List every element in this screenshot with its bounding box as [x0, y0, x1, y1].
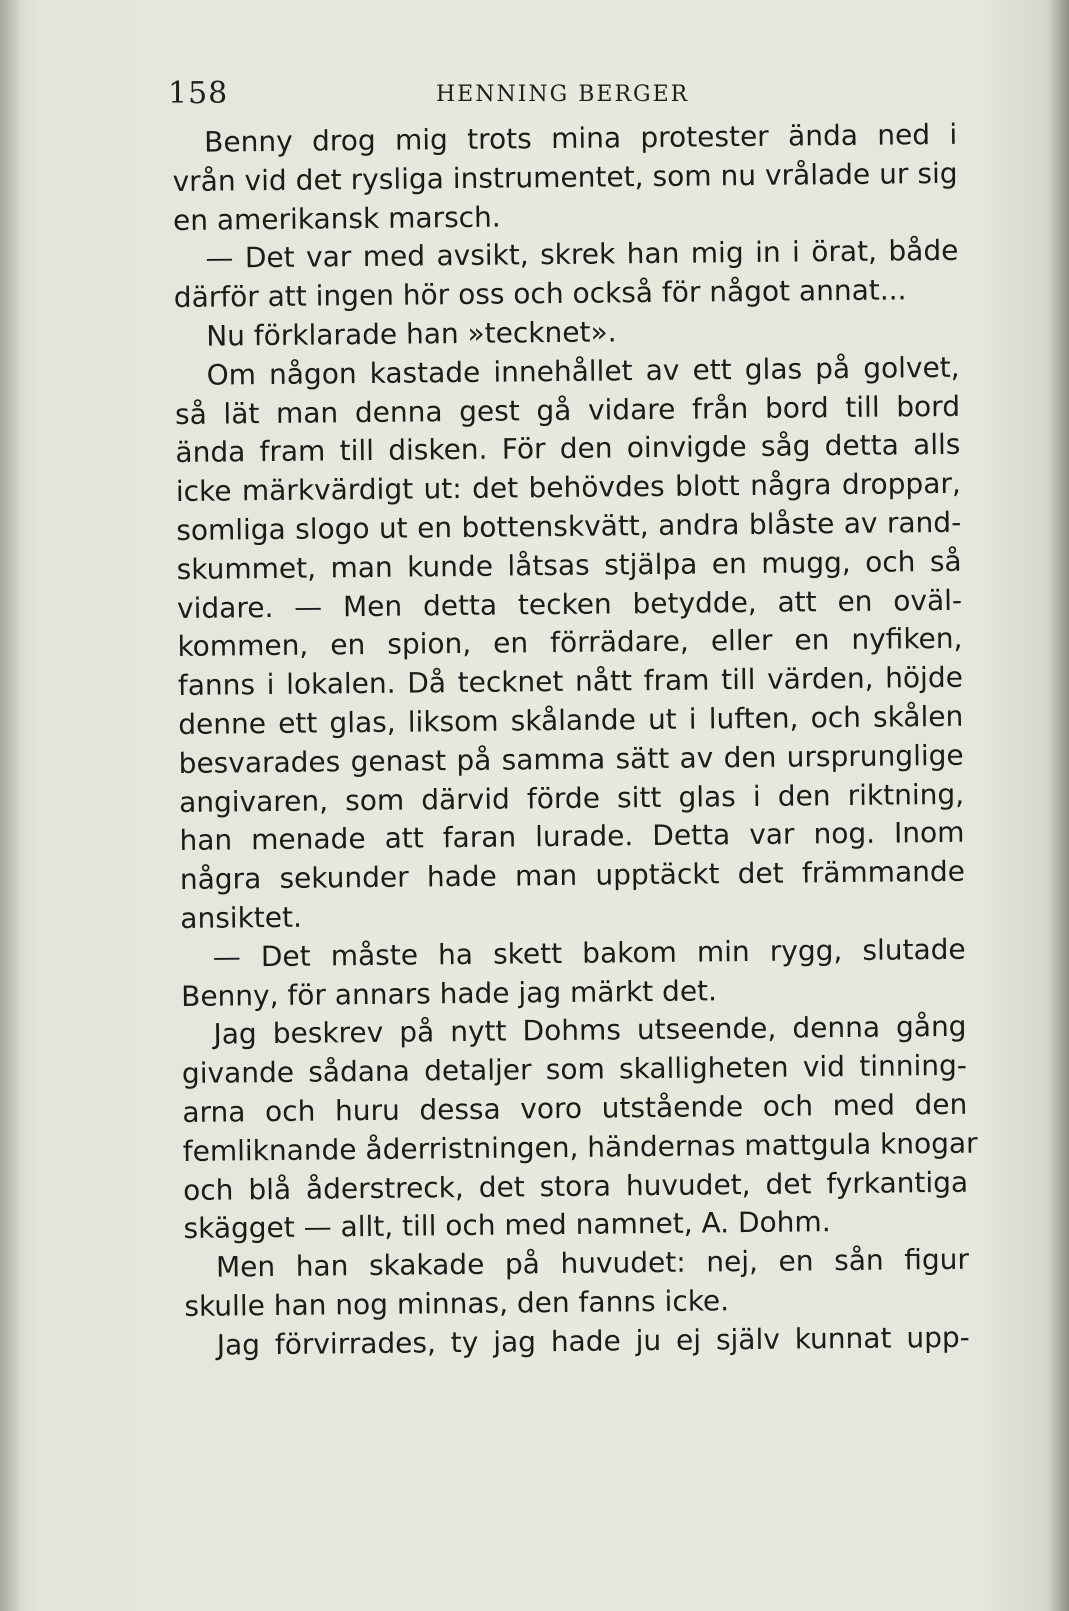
text-line: och blå åderstreck, det stora huvudet, det fyrkantiga	[182, 1165, 969, 1207]
text-line: givande sådana detaljer som skalligheten vid tinning-	[181, 1048, 968, 1091]
page-left-edge-shadow	[0, 0, 22, 1611]
text-line: några sekunder hade man upptäckt det främmande	[179, 854, 966, 897]
text-line: arna och huru dessa voro utstående och med den	[182, 1087, 968, 1129]
text-line: skummet, man kunde låtsas stjälpa en mugg, och så	[176, 544, 962, 586]
text-line: angivaren, som därvid förde sitt glas i den riktning,	[178, 777, 965, 819]
text-line: vidare. — Men detta tecken betydde, att en oväl-	[176, 583, 963, 625]
text-line: — Det måste ha skett bakom min rygg, slutade	[212, 932, 966, 974]
text-line: han menade att faran lurade. Detta var nog. Inom	[179, 816, 965, 858]
text-line: därför att ingen hör oss och också för något annat...	[173, 273, 907, 315]
text-line: somliga slogo ut en bottenskvätt, andra blåste av rand-	[176, 505, 962, 547]
text-line: icke märkvärdigt ut: det behövdes blott några droppar,	[175, 466, 961, 509]
page-right-edge-shadow	[1047, 0, 1069, 1611]
text-line: vrån vid det rysliga instrumentet, som nu vrålade ur sig	[172, 156, 958, 198]
page-header	[0, 72, 1069, 112]
text-line: Jag beskrev på nytt Dohms utseende, denna gång	[213, 1010, 967, 1051]
running-head: HENNING BERGER	[436, 82, 690, 107]
text-line: denne ett glas, liksom skålande ut i luften, och skålen	[178, 699, 964, 741]
text-line: en amerikansk marsch.	[172, 200, 501, 237]
text-line: skägget — allt, till och med namnet, A. Dohm.	[183, 1205, 831, 1246]
text-line: fanns i lokalen. Då tecknet nått fram till värden, höjde	[177, 660, 964, 703]
text-line: så lät man denna gest gå vidare från bord till bord	[174, 389, 961, 431]
text-line: besvarades genast på samma sätt av den ursprunglige	[178, 738, 964, 780]
text-line: — Det var med avsikt, skrek han mig in i örat, både	[205, 234, 959, 276]
body-text	[172, 116, 978, 1366]
page-number: 158	[168, 76, 229, 111]
text-line: kommen, en spion, en förrädare, eller en nyfiken,	[177, 622, 963, 664]
text-line: ansiktet.	[180, 900, 303, 935]
text-line: Nu förklarade han »tecknet».	[206, 315, 617, 353]
text-line: ända fram till disken. För den oinvigde såg detta alls	[175, 428, 961, 470]
text-line: Benny, för annars hade jag märkt det.	[180, 973, 718, 1013]
text-line: Om någon kastade innehållet av ett glas på golvet,	[206, 350, 960, 392]
text-line: Jag förvirrades, ty jag hade ju ej själv kunnat upp-	[216, 1320, 970, 1362]
text-line: skulle han nog minnas, den fanns icke.	[184, 1284, 730, 1323]
text-line: Benny drog mig trots mina protester ända ned i	[204, 117, 958, 159]
text-line: Men han skakade på huvudet: nej, en sån figur	[215, 1242, 970, 1284]
text-line: femliknande åderristningen, händernas mattgula knogar	[182, 1126, 978, 1168]
